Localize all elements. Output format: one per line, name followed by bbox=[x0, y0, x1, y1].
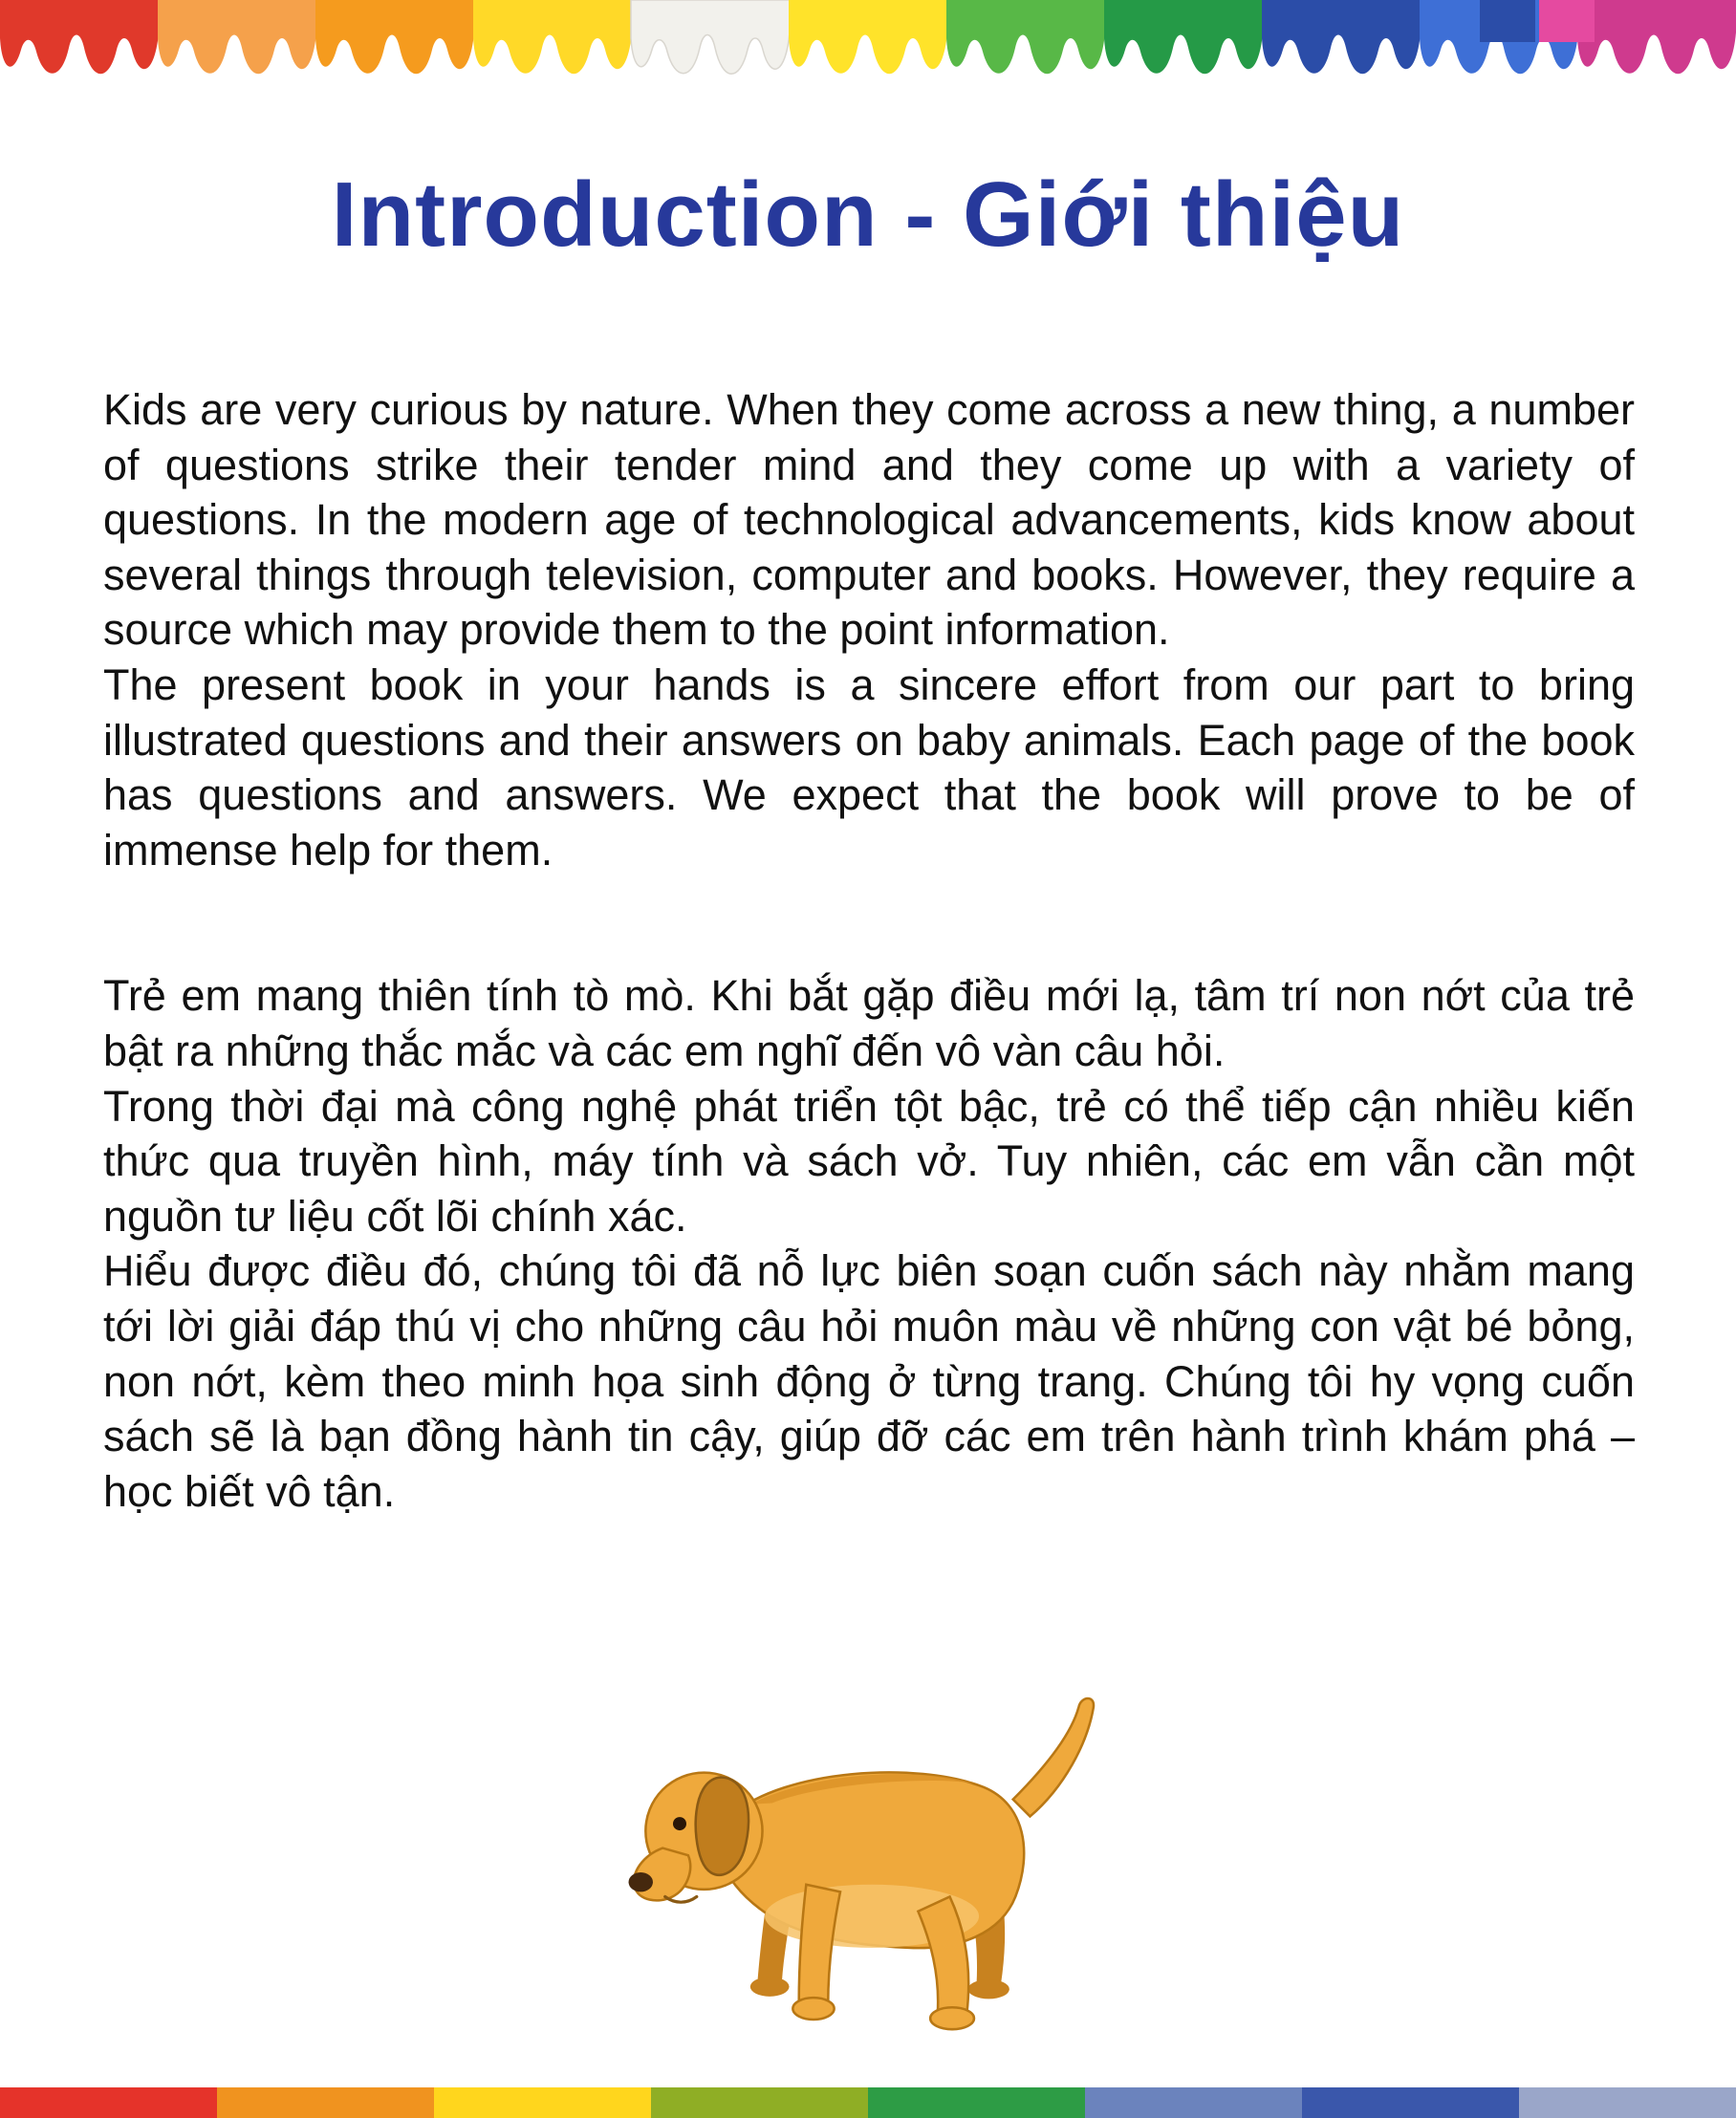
paint-drip bbox=[0, 0, 159, 74]
puppy-tail bbox=[1013, 1698, 1094, 1816]
vietnamese-text-block bbox=[103, 968, 1635, 1519]
puppy-nose bbox=[629, 1872, 653, 1891]
bottom-color-strip bbox=[0, 2087, 1736, 2118]
paint-drip bbox=[1262, 0, 1421, 74]
page-content bbox=[103, 382, 1635, 1519]
top-paint-drip-border bbox=[0, 0, 1736, 143]
paint-drip bbox=[1104, 0, 1263, 74]
paint-drip bbox=[473, 0, 632, 74]
vietnamese-paragraph-3: Hiểu được điều đó, chúng tôi đã nỗ lực biên soạn cuốn sách này nhằm mang tới lời giải đáp thú vị cho những câu hỏi muôn màu về những con vật bé bỏng, non nớt, kèm theo minh họa sinh động ở từng trang. Chúng tôi hy vọng cuốn sách sẽ là bạn đồng hành tin cậy, giúp đỡ các em trên hành trình khám phá – học biết vô tận. bbox=[103, 1246, 1635, 1516]
puppy-eye bbox=[673, 1817, 686, 1830]
english-paragraph-2: The present book in your hands is a sincere effort from our part to bring illustrated questions and their answers on baby animals. Each page of the book has questions and answers. We expect that the book will prove to be of immense help for them. bbox=[103, 659, 1635, 875]
strip-segment bbox=[1519, 2087, 1736, 2118]
puppy-ear bbox=[696, 1778, 749, 1875]
vietnamese-paragraph-1: Trẻ em mang thiên tính tò mò. Khi bắt gặp điều mới lạ, tâm trí non nớt của trẻ bật ra những thắc mắc và các em nghĩ đến vô vàn câu hỏi. bbox=[103, 971, 1635, 1075]
paint-drip bbox=[1577, 0, 1736, 74]
paint-drip bbox=[315, 0, 474, 74]
paint-drip bbox=[158, 0, 316, 74]
english-text-block bbox=[103, 382, 1635, 877]
puppy-illustration bbox=[590, 1653, 1125, 2064]
corner-square-blue bbox=[1480, 0, 1535, 42]
strip-segment bbox=[434, 2087, 651, 2118]
english-paragraph-1: Kids are very curious by nature. When they come across a new thing, a number of questions strike their tender mind and they come up with a variety of questions. In the modern age of technological advancements, kids know about several things through television, computer and books. However, they require a source which may provide them to the point information. bbox=[103, 385, 1635, 655]
paint-drip bbox=[946, 0, 1105, 74]
paint-drip bbox=[789, 0, 947, 74]
strip-segment bbox=[0, 2087, 217, 2118]
corner-square-pink bbox=[1539, 0, 1595, 42]
strip-segment bbox=[1085, 2087, 1302, 2118]
strip-segment bbox=[868, 2087, 1085, 2118]
strip-segment bbox=[217, 2087, 434, 2118]
paint-drip bbox=[631, 0, 790, 74]
page-title: Introduction - Giới thiệu bbox=[331, 163, 1405, 266]
strip-segment bbox=[651, 2087, 868, 2118]
strip-segment bbox=[1302, 2087, 1519, 2118]
vietnamese-paragraph-2: Trong thời đại mà công nghệ phát triển tột bậc, trẻ có thể tiếp cận nhiều kiến thức qua truyền hình, máy tính và sách vở. Tuy nhiên, các em vẫn cần một nguồn tư liệu cốt lõi chính xác. bbox=[103, 1081, 1635, 1241]
